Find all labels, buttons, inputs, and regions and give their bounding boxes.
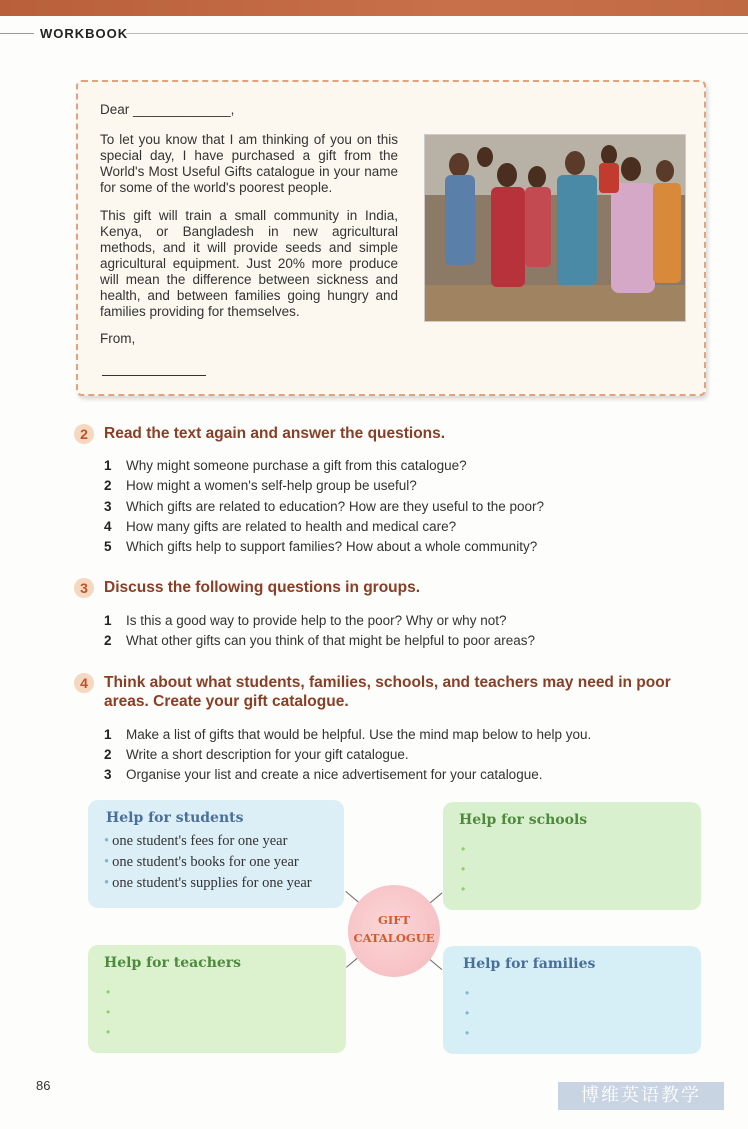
letter-closing: From, — [100, 331, 136, 346]
families-bullet-1: • — [465, 986, 470, 1000]
students-item-1: • one student's fees for one year — [104, 833, 288, 849]
schools-bullet-3: • — [461, 882, 466, 896]
section-number-4: 4 — [74, 673, 94, 693]
schools-bullet-2: • — [461, 862, 466, 876]
families-bullet-3: • — [465, 1026, 470, 1040]
teachers-bullet-1: • — [106, 985, 111, 999]
teachers-bullet-3: • — [106, 1025, 111, 1039]
top-color-bar — [0, 0, 748, 16]
section-number-2: 2 — [74, 424, 94, 444]
page-header: WORKBOOK — [40, 26, 129, 41]
section-title-3: Discuss the following questions in groups. — [104, 579, 421, 596]
letter-paragraph-1: To let you know that I am thinking of you on this special day, I have purchased a gift from the World's Most Useful Gifts catalogue in your name for some of the world's poorest people. — [100, 132, 398, 195]
schools-box — [443, 802, 701, 910]
families-box-title: Help for families — [463, 956, 596, 972]
families-box — [443, 946, 701, 1054]
students-box — [88, 800, 344, 908]
section-title-2: Read the text again and answer the questions. — [104, 425, 446, 442]
schools-bullet-1: • — [461, 842, 466, 856]
page-number: 86 — [36, 1078, 51, 1093]
students-item-3: • one student's supplies for one year — [104, 875, 312, 891]
signature-line — [102, 375, 206, 376]
teachers-box — [88, 945, 346, 1053]
hub-label-line1: GIFT — [378, 913, 410, 927]
teachers-bullet-2: • — [106, 1005, 111, 1019]
section-number-3: 3 — [74, 578, 94, 598]
letter-paragraph-2: This gift will train a small community in India, Kenya, or Bangladesh in new agricultural methods, and it will provide seeds and simple agricultural equipment. Just 20% more produce will mean the difference between sickness and health, and between families going hungry and families providing for themselves. — [100, 208, 398, 319]
gift-catalogue-hub — [348, 885, 440, 977]
teachers-box-title: Help for teachers — [104, 955, 242, 971]
families-bullet-2: • — [465, 1006, 470, 1020]
letter-greeting: Dear _____________, — [100, 102, 235, 117]
children-photo — [424, 134, 686, 322]
hub-label-line2: CATALOGUE — [353, 931, 435, 945]
gift-letter-card — [76, 80, 706, 396]
header-rule-left — [0, 33, 34, 34]
students-item-2: • one student's books for one year — [104, 854, 299, 870]
schools-box-title: Help for schools — [459, 812, 588, 828]
section-title-4-line1: Think about what students, families, schools, and teachers may need in poor — [104, 674, 671, 691]
students-box-title: Help for students — [106, 810, 244, 826]
connector-families — [429, 959, 442, 970]
header-rule-right — [126, 33, 748, 34]
watermark: 博维英语教学 — [558, 1082, 724, 1110]
section-title-4-line2: areas. Create your gift catalogue. — [104, 693, 349, 710]
